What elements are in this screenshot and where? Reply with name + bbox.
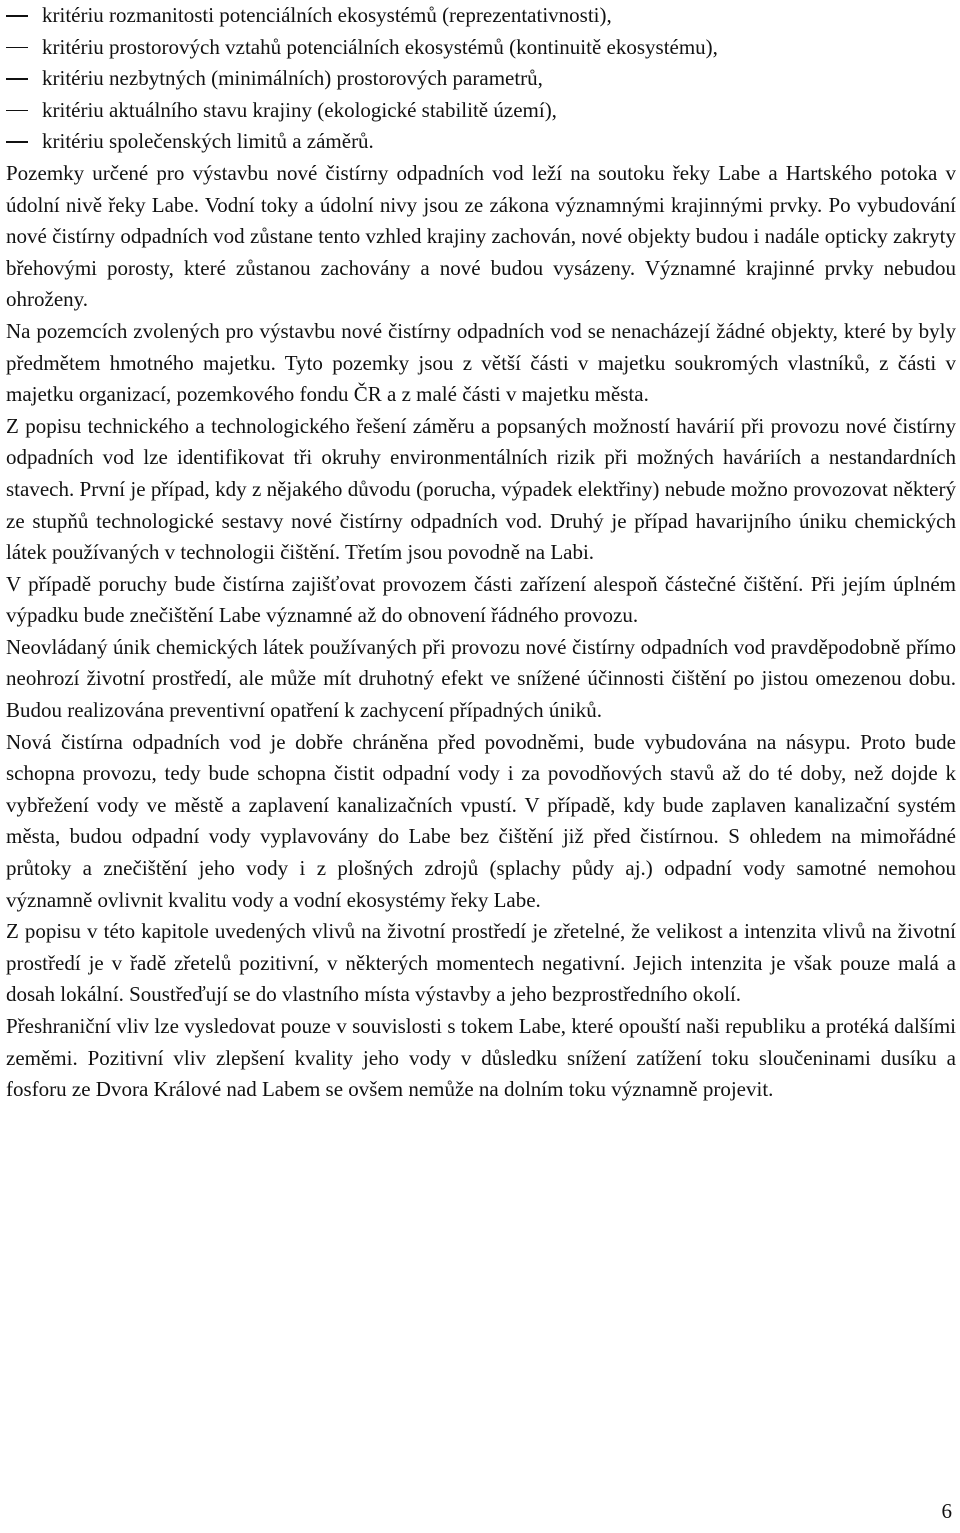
paragraph-chemicals: Neovládaný únik chemických látek používaných při provozu nové čistírny odpadních vod pravděpodobně přímo neohrozí životní prostředí, ale může mít druhotný efekt ve snížené účinnosti čištění po jistou omezenou dobu. Budou realizována preventivní opatření k zachycení případných úniků. — [6, 634, 956, 723]
list-item: kritériu společenských limitů a záměrů. — [6, 126, 956, 158]
paragraph-transboundary: Přeshraniční vliv lze vysledovat pouze v souvislosti s tokem Labe, které opouští naši republiku a protéká dalšími zeměmi. Pozitivní vliv zlepšení kvality jeho vody v důsledku snížení zatížení toku sloučeninami dusíku a fosforu ze Dvora Králové nad Labem se ovšem nemůže na dolním toku významně projevit. — [6, 1014, 956, 1102]
dash-bullet-icon — [6, 78, 28, 80]
dash-bullet-icon — [6, 141, 28, 143]
paragraph-failure: V případě poruchy bude čistírna zajišťovat provozem části zařízení alespoň částečné čištění. Při jejím úplném výpadku bude znečištění Labe významné až do obnovení řádného provozu. — [6, 571, 956, 628]
dash-bullet-icon — [6, 110, 28, 112]
paragraph-landscape: Pozemky určené pro výstavbu nové čistírny odpadních vod leží na soutoku řeky Labe a Hartského potoka v údolní nivě řeky Labe. Vodní toky a údolní nivy jsou ze zákona významnými krajinnými prvky. Po vybudování nové čistírny odpadních vod zůstane tento vzhled krajiny zachován, nové objekty budou i nadále opticky zakryty břehovými porosty, které zůstanou zachovány a nové budou vysázeny. Významné krajinné prvky nebudou ohroženy. — [6, 160, 956, 312]
list-item: kritériu aktuálního stavu krajiny (ekologické stabilitě území), — [6, 95, 956, 127]
paragraph-floods: Nová čistírna odpadních vod je dobře chráněna před povodněmi, bude vybudována na násypu. Proto bude schopna provozu, tedy bude schopna čistit odpadní vody i za povodňových stavů až do té doby, než dojde k vybřežení vody ve městě a zaplavení kanalizačních vpustí. V případě, kdy bude zaplaven kanalizační systém města, budou odpadní vody vyplavovány do Labe bez čištění již před čistírnou. S ohledem na mimořádné průtoky a znečištění jeho vody i z plošných zdrojů (splachy půdy aj.) odpadní vody samotné nemohou významně ovlivnit kvalitu vody a vodní ekosystémy řeky Labe. — [6, 729, 956, 912]
list-item: kritériu prostorových vztahů potenciálních ekosystémů (kontinuitě ekosystému), — [6, 32, 956, 64]
list-item: kritériu rozmanitosti potenciálních ekosystémů (reprezentativnosti), — [6, 0, 956, 32]
paragraph-summary: Z popisu v této kapitole uvedených vlivů na životní prostředí je zřetelné, že velikost a intenzita vlivů na životní prostředí je v řadě zřetelů pozitivní, v některých momentech negativní. Jejich intenzita je však pouze malá a dosah lokální. Soustřeďují se do vlastního místa výstavby a jeho bezprostředního okolí. — [6, 919, 956, 1007]
paragraph-property: Na pozemcích zvolených pro výstavbu nové čistírny odpadních vod se nenacházejí žádné objekty, které by byly předmětem hmotného majetku. Tyto pozemky jsou z větší části v majetku soukromých vlastníků, z části v majetku organizací, pozemkového fondu ČR a z malé části v majetku města. — [6, 318, 956, 407]
list-item: kritériu nezbytných (minimálních) prostorových parametrů, — [6, 63, 956, 95]
criteria-list — [6, 0, 956, 158]
paragraph-risks: Z popisu technického a technologického řešení záměru a popsaných možností havárií při provozu nové čistírny odpadních vod lze identifikovat tři okruhy environmentálních rizik při možných haváriích a nestandardních stavech. První je případ, kdy z nějakého důvodu (porucha, výpadek elektřiny) nebude možno provozovat některý ze stupňů technologické sestavy nové čistírny odpadních vod. Druhý je případ havarijního úniku chemických látek používaných v technologii čištění. Třetím jsou povodně na Labi. — [6, 413, 956, 565]
page-number: 6 — [941, 1499, 952, 1523]
document-body — [6, 0, 956, 1106]
dash-bullet-icon — [6, 47, 28, 49]
dash-bullet-icon — [6, 15, 28, 17]
